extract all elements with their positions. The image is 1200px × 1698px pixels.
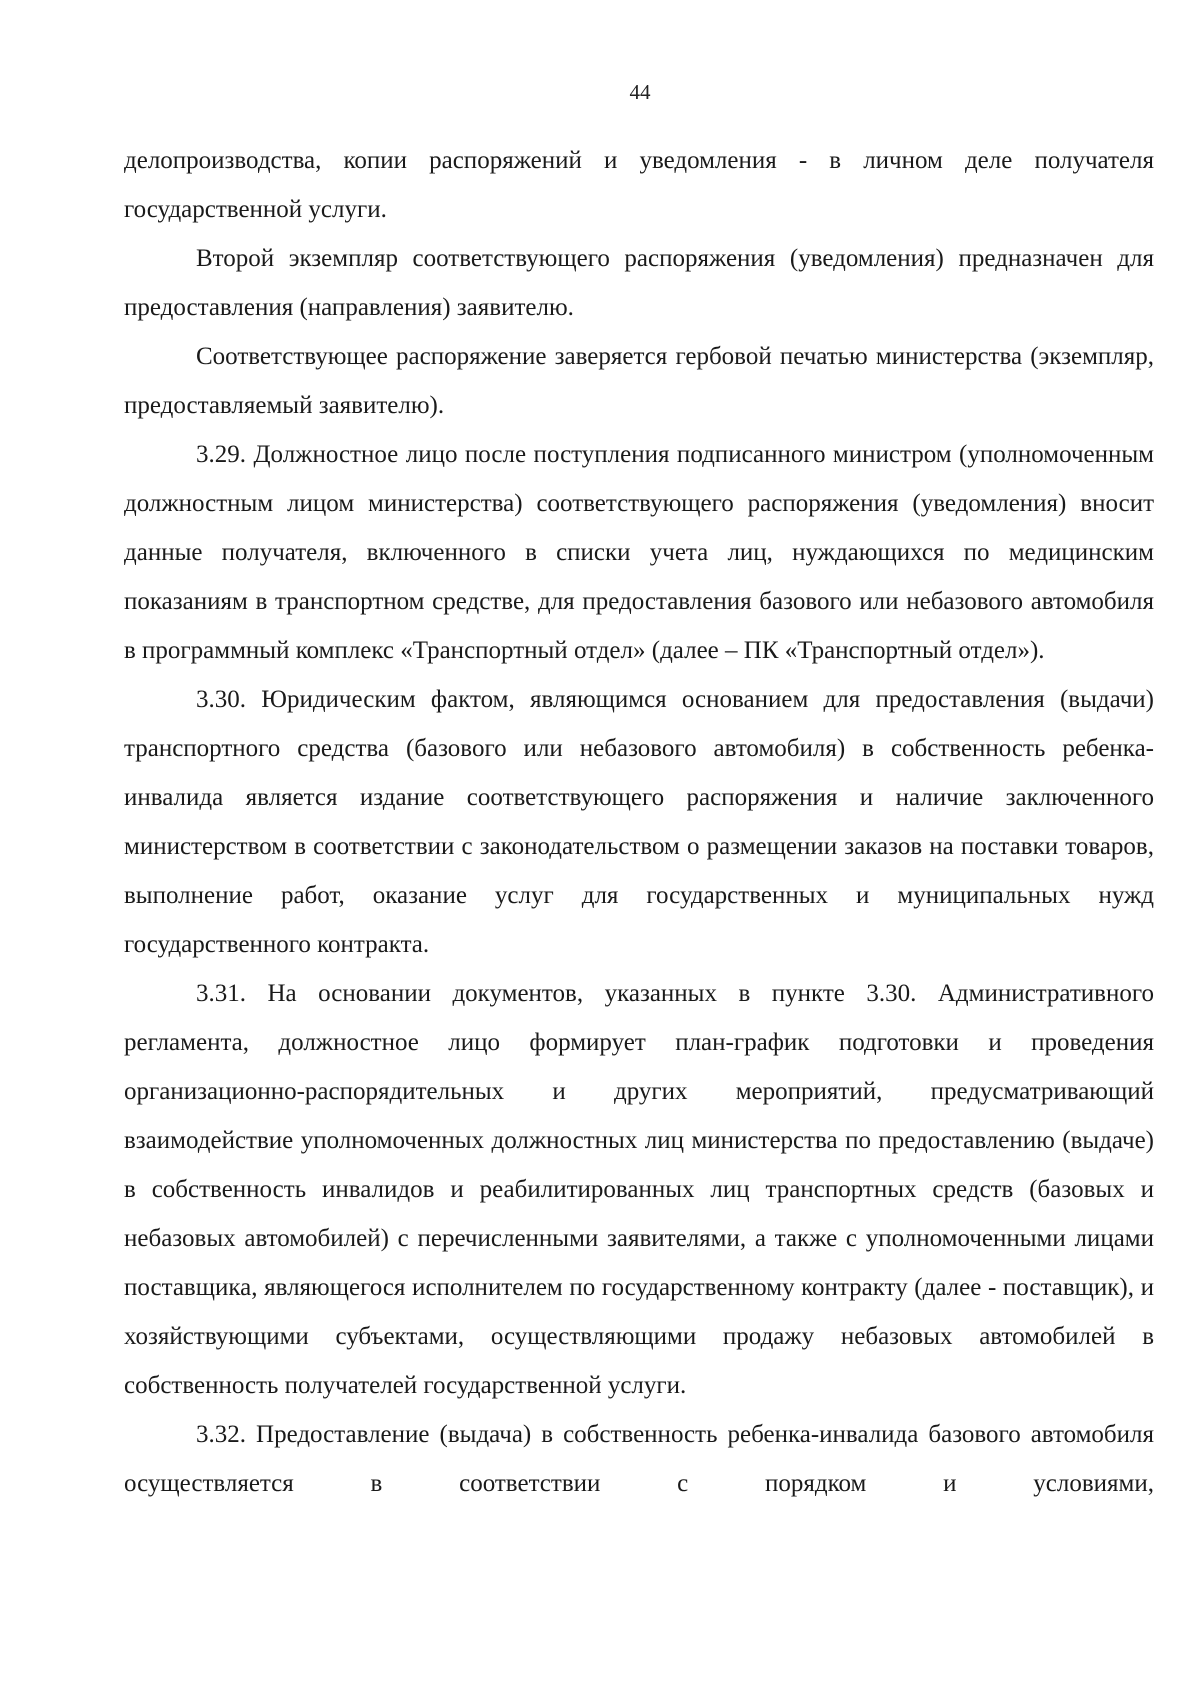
paragraph: 3.32. Предоставление (выдача) в собственность ребенка-инвалида базового автомобиля осуществляется в соответствии с порядком и условиями, (124, 1421, 1154, 1497)
paragraph: 3.30. Юридическим фактом, являющимся основанием для предоставления (выдачи) транспортного средства (базового или небазового автомобиля) в собственность ребенка-инвалида является издание соответствующего распоряжения и наличие заключенного министерством в соответствии с законодательством о размещении заказов на поставки товаров, выполнение работ, оказание услуг для государственных и муниципальных нужд государственного контракта. (124, 686, 1154, 958)
paragraph: делопроизводства, копии распоряжений и уведомления - в личном деле получателя государственной услуги. (124, 147, 1154, 223)
paragraph: Второй экземпляр соответствующего распоряжения (уведомления) предназначен для предоставления (направления) заявителю. (124, 245, 1154, 321)
paragraph: Соответствующее распоряжение заверяется гербовой печатью министерства (экземпляр, предоставляемый заявителю). (124, 343, 1154, 419)
document-body (124, 136, 1154, 1508)
paragraph: 3.31. На основании документов, указанных в пункте 3.30. Административного регламента, должностное лицо формирует план-график подготовки и проведения организационно-распорядительных и других мероприятий, предусматривающий взаимодействие уполномоченных должностных лиц министерства по предоставлению (выдаче) в собственность инвалидов и реабилитированных лиц транспортных средств (базовых и небазовых автомобилей) с перечисленными заявителями, а также с уполномоченными лицами поставщика, являющегося исполнителем по государственному контракту (далее - поставщик), и хозяйствующими субъектами, осуществляющими продажу небазовых автомобилей в собственность получателей государственной услуги. (124, 980, 1154, 1399)
page-number: 44 (629, 80, 651, 104)
paragraph: 3.29. Должностное лицо после поступления подписанного министром (уполномоченным должностным лицом министерства) соответствующего распоряжения (уведомления) вносит данные получателя, включенного в списки учета лиц, нуждающихся по медицинским показаниям в транспортном средстве, для предоставления базового или небазового автомобиля в программный комплекс «Транспортный отдел» (далее – ПК «Транспортный отдел»). (124, 441, 1154, 664)
